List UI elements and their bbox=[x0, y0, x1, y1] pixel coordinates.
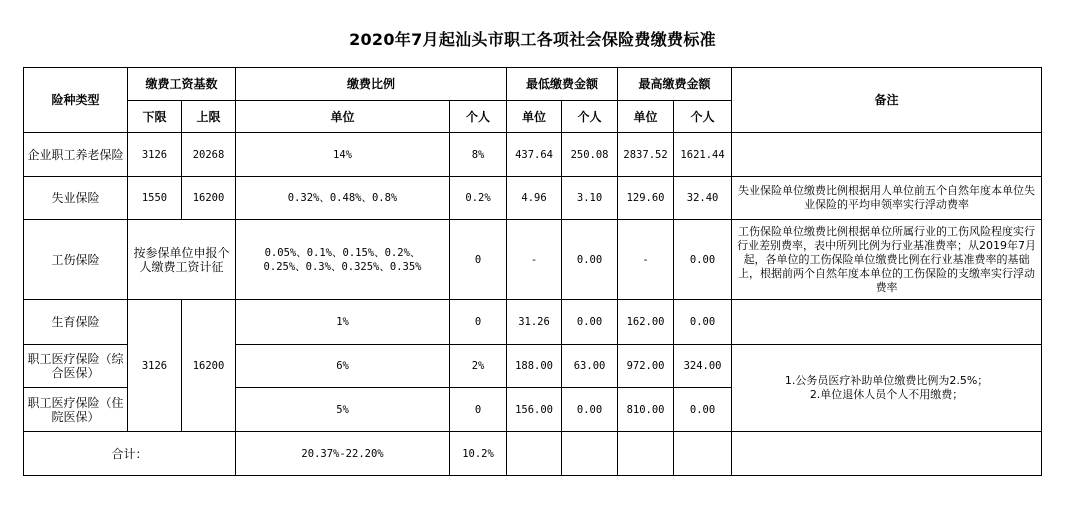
max-personal: 0.00 bbox=[674, 220, 732, 300]
header-note: 备注 bbox=[732, 68, 1042, 133]
min-unit: - bbox=[507, 220, 562, 300]
max-unit: 129.60 bbox=[618, 177, 674, 220]
max-personal: 0.00 bbox=[674, 300, 732, 345]
unit-ratio: 0.32%、0.48%、0.8% bbox=[236, 177, 450, 220]
header-upper: 上限 bbox=[182, 101, 236, 133]
page-title: 2020年7月起汕头市职工各项社会保险费缴费标准 bbox=[349, 30, 716, 49]
min-unit: 437.64 bbox=[507, 133, 562, 177]
min-unit: 156.00 bbox=[507, 388, 562, 432]
header-max-amount: 最高缴费金额 bbox=[618, 68, 732, 101]
min-personal: 3.10 bbox=[562, 177, 618, 220]
medical-note-line-1: 1.公务员医疗补助单位缴费比例为2.5%； bbox=[784, 374, 989, 387]
lower-limit: 1550 bbox=[128, 177, 182, 220]
total-empty-cell bbox=[618, 432, 674, 476]
max-personal: 32.40 bbox=[674, 177, 732, 220]
row-note bbox=[732, 300, 1042, 345]
row-note bbox=[732, 133, 1042, 177]
personal-ratio: 0 bbox=[450, 300, 507, 345]
table-row-unemployment bbox=[24, 177, 1042, 220]
max-unit: 162.00 bbox=[618, 300, 674, 345]
header-max-personal: 个人 bbox=[674, 101, 732, 133]
medical-note-line-2: 2.单位退休人员个人不用缴费； bbox=[809, 388, 964, 401]
header-min-unit: 单位 bbox=[507, 101, 562, 133]
min-personal: 0.00 bbox=[562, 300, 618, 345]
row-name: 企业职工养老保险 bbox=[24, 133, 128, 177]
insurance-rate-table bbox=[23, 67, 1042, 476]
max-personal: 324.00 bbox=[674, 345, 732, 388]
row-name: 工伤保险 bbox=[24, 220, 128, 300]
total-empty-cell bbox=[732, 432, 1042, 476]
min-unit: 188.00 bbox=[507, 345, 562, 388]
wage-base-note: 按参保单位申报个人缴费工资计征 bbox=[128, 220, 236, 300]
min-personal: 250.08 bbox=[562, 133, 618, 177]
header-lower: 下限 bbox=[128, 101, 182, 133]
header-type: 险种类型 bbox=[24, 68, 128, 133]
header-min-personal: 个人 bbox=[562, 101, 618, 133]
lower-limit: 3126 bbox=[128, 300, 182, 432]
total-empty-cell bbox=[562, 432, 618, 476]
max-unit: - bbox=[618, 220, 674, 300]
min-personal: 63.00 bbox=[562, 345, 618, 388]
unit-ratio: 0.05%、0.1%、0.15%、0.2%、0.25%、0.3%、0.325%、0.35% bbox=[236, 220, 450, 300]
upper-limit: 16200 bbox=[182, 300, 236, 432]
max-unit: 2837.52 bbox=[618, 133, 674, 177]
total-empty-cell bbox=[507, 432, 562, 476]
upper-limit: 20268 bbox=[182, 133, 236, 177]
row-note: 失业保险单位缴费比例根据用人单位前五个自然年度本单位失业保险的平均申领率实行浮动费率 bbox=[732, 177, 1042, 220]
max-personal: 1621.44 bbox=[674, 133, 732, 177]
header-wage-base: 缴费工资基数 bbox=[128, 68, 236, 101]
lower-limit: 3126 bbox=[128, 133, 182, 177]
row-name: 职工医疗保险（住院医保） bbox=[24, 388, 128, 432]
personal-ratio: 2% bbox=[450, 345, 507, 388]
row-name: 生育保险 bbox=[24, 300, 128, 345]
min-personal: 0.00 bbox=[562, 220, 618, 300]
personal-ratio: 0 bbox=[450, 388, 507, 432]
table-row-maternity bbox=[24, 300, 1042, 345]
header-min-amount: 最低缴费金额 bbox=[507, 68, 618, 101]
personal-ratio: 0.2% bbox=[450, 177, 507, 220]
header-max-unit: 单位 bbox=[618, 101, 674, 133]
row-name: 职工医疗保险（综合医保） bbox=[24, 345, 128, 388]
min-personal: 0.00 bbox=[562, 388, 618, 432]
header-row-1 bbox=[24, 68, 1042, 101]
upper-limit: 16200 bbox=[182, 177, 236, 220]
total-label: 合计： bbox=[24, 432, 236, 476]
table-row-total bbox=[24, 432, 1042, 476]
header-personal-ratio: 个人 bbox=[450, 101, 507, 133]
personal-ratio: 0 bbox=[450, 220, 507, 300]
personal-ratio: 8% bbox=[450, 133, 507, 177]
medical-note bbox=[732, 345, 1042, 432]
max-unit: 972.00 bbox=[618, 345, 674, 388]
row-note: 工伤保险单位缴费比例根据单位所属行业的工伤风险程度实行行业差别费率，表中所列比例为行业基准费率；从2019年7月起，各单位的工伤保险单位缴费比例在行业基准费率的基础上，根据前两个自然年度本单位的工伤保险的支缴率实行浮动费率 bbox=[732, 220, 1042, 300]
total-unit-ratio: 20.37%-22.20% bbox=[236, 432, 450, 476]
total-empty-cell bbox=[674, 432, 732, 476]
unit-ratio: 5% bbox=[236, 388, 450, 432]
min-unit: 31.26 bbox=[507, 300, 562, 345]
unit-ratio: 14% bbox=[236, 133, 450, 177]
header-unit-ratio: 单位 bbox=[236, 101, 450, 133]
header-ratio: 缴费比例 bbox=[236, 68, 507, 101]
min-unit: 4.96 bbox=[507, 177, 562, 220]
max-personal: 0.00 bbox=[674, 388, 732, 432]
table-row-pension bbox=[24, 133, 1042, 177]
unit-ratio: 1% bbox=[236, 300, 450, 345]
max-unit: 810.00 bbox=[618, 388, 674, 432]
unit-ratio: 6% bbox=[236, 345, 450, 388]
total-personal-ratio: 10.2% bbox=[450, 432, 507, 476]
table-row-injury bbox=[24, 220, 1042, 300]
row-name: 失业保险 bbox=[24, 177, 128, 220]
